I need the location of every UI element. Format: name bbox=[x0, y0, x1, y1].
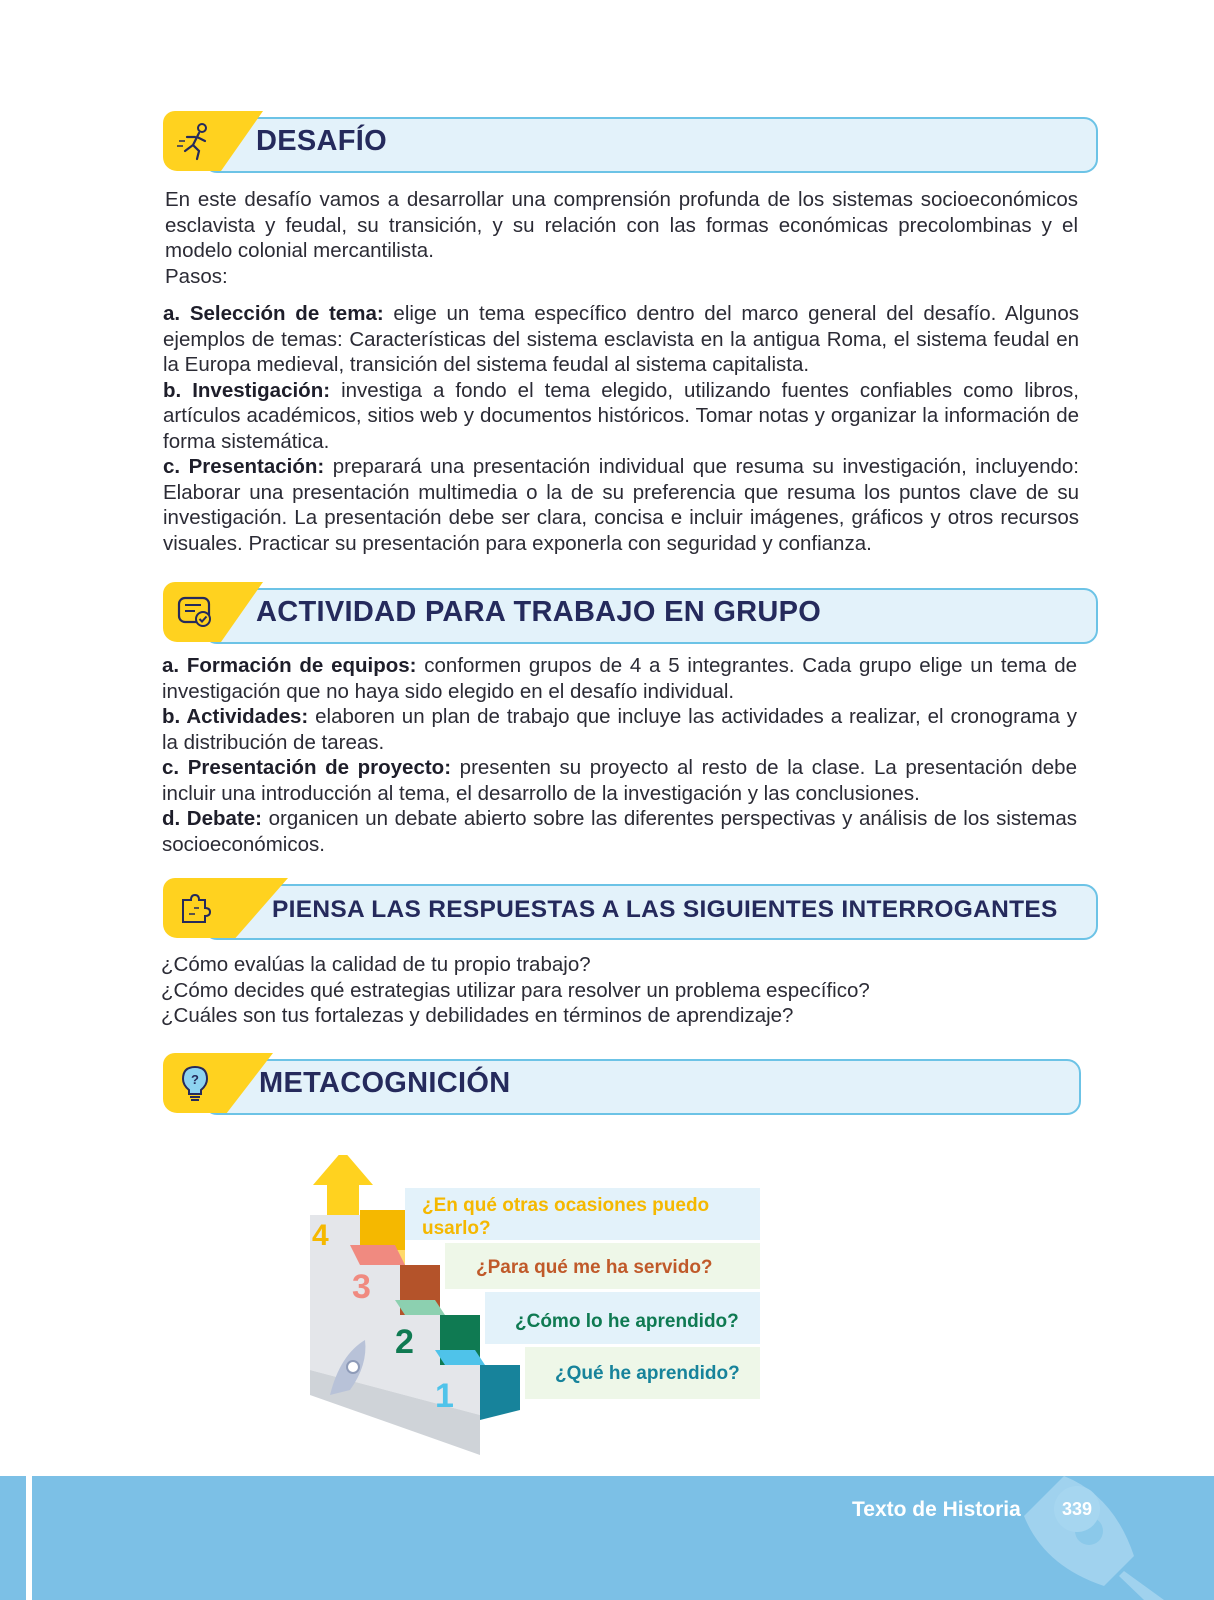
grupo-item-c: c. Presentación de proyecto: presenten su proyecto al resto de la clase. La presentación debe incluir una introducción al tema, el desarrollo de la investigación y las conclusiones. bbox=[162, 756, 1077, 805]
step-number-2: 2 bbox=[395, 1323, 414, 1361]
step-4-question-line2: usarlo? bbox=[422, 1218, 491, 1239]
desafio-intro bbox=[165, 187, 1078, 289]
book-title: Texto de Historia bbox=[852, 1498, 1021, 1521]
step-number-3: 3 bbox=[352, 1268, 371, 1306]
step-1-question: ¿Qué he aprendido? bbox=[555, 1363, 740, 1384]
step-2-question: ¿Cómo lo he aprendido? bbox=[515, 1311, 739, 1332]
step-a: a. Selección de tema: elige un tema específico dentro del marco general del desafío. Algunos ejemplos de temas: Características del sistema esclavista en la antigua Roma, el sistema feudal en la Europa medieval, transición del sistema feudal al sistema capitalista. bbox=[163, 302, 1079, 376]
lightbulb-question-icon bbox=[175, 1063, 215, 1103]
footer-stripe bbox=[26, 1476, 32, 1600]
step-c: c. Presentación: preparará una presentación individual que resuma su investigación, incluyendo: Elaborar una presentación multimedia o la de su preferencia que resuma los puntos clave de su investigación. La presentación debe ser clara, concisa e incluir imágenes, gráficos y otros recursos visuales. Practicar su presentación para exponerla con seguridad y confianza. bbox=[163, 455, 1079, 555]
section-title: ACTIVIDAD PARA TRABAJO EN GRUPO bbox=[256, 596, 822, 628]
running-person-icon bbox=[175, 121, 215, 161]
piensa-questions bbox=[161, 952, 1076, 1029]
grupo-item-b: b. Actividades: elaboren un plan de trabajo que incluye las actividades a realizar, el cronograma y la distribución de tareas. bbox=[162, 705, 1077, 754]
step-number-1: 1 bbox=[435, 1377, 454, 1415]
section-title: DESAFÍO bbox=[256, 125, 387, 157]
question-2: ¿Cómo decides qué estrategias utilizar para resolver un problema específico? bbox=[161, 978, 870, 1002]
step-4-question-line1: ¿En qué otras ocasiones puedo bbox=[422, 1195, 710, 1216]
step-b: b. Investigación: investiga a fondo el tema elegido, utilizando fuentes confiables como libros, artículos académicos, sitios web y documentos históricos. Tomar notas y organizar la información de forma sistemática. bbox=[163, 378, 1079, 453]
checklist-chat-icon bbox=[175, 592, 215, 632]
metacognition-stairs bbox=[310, 1155, 780, 1455]
page-number: 339 bbox=[1054, 1486, 1100, 1532]
desafio-header bbox=[163, 111, 1098, 171]
desafio-steps bbox=[163, 301, 1079, 556]
meta-header bbox=[163, 1053, 1081, 1113]
piensa-header bbox=[163, 878, 1098, 938]
svg-text:?: ? bbox=[191, 1072, 199, 1087]
pasos-label: Pasos: bbox=[165, 264, 228, 288]
grupo-header bbox=[163, 582, 1098, 642]
question-3: ¿Cuáles son tus fortalezas y debilidades en términos de aprendizaje? bbox=[161, 1004, 794, 1027]
rocket-icon bbox=[1024, 1476, 1174, 1600]
question-1: ¿Cómo evalúas la calidad de tu propio trabajo? bbox=[161, 953, 591, 976]
page-footer bbox=[0, 1476, 1214, 1600]
grupo-items bbox=[162, 653, 1077, 857]
grupo-item-d: d. Debate: organicen un debate abierto sobre las diferentes perspectivas y análisis de los sistemas socioeconómicos. bbox=[162, 807, 1077, 856]
section-title: METACOGNICIÓN bbox=[259, 1067, 511, 1099]
intro-text: En este desafío vamos a desarrollar una comprensión profunda de los sistemas socioeconómicos esclavista y feudal, su transición, y su relación con las formas económicas precolombinas y el modelo colonial mercantilista. bbox=[165, 188, 1078, 262]
step-number-4: 4 bbox=[312, 1219, 329, 1252]
grupo-item-a: a. Formación de equipos: conformen grupos de 4 a 5 integrantes. Cada grupo elige un tema de investigación que no haya sido elegido en el desafío individual. bbox=[162, 654, 1078, 703]
step-3-question: ¿Para qué me ha servido? bbox=[476, 1257, 713, 1278]
puzzle-icon bbox=[175, 888, 215, 928]
section-title: PIENSA LAS RESPUESTAS A LAS SIGUIENTES INTERROGANTES bbox=[272, 896, 1058, 923]
